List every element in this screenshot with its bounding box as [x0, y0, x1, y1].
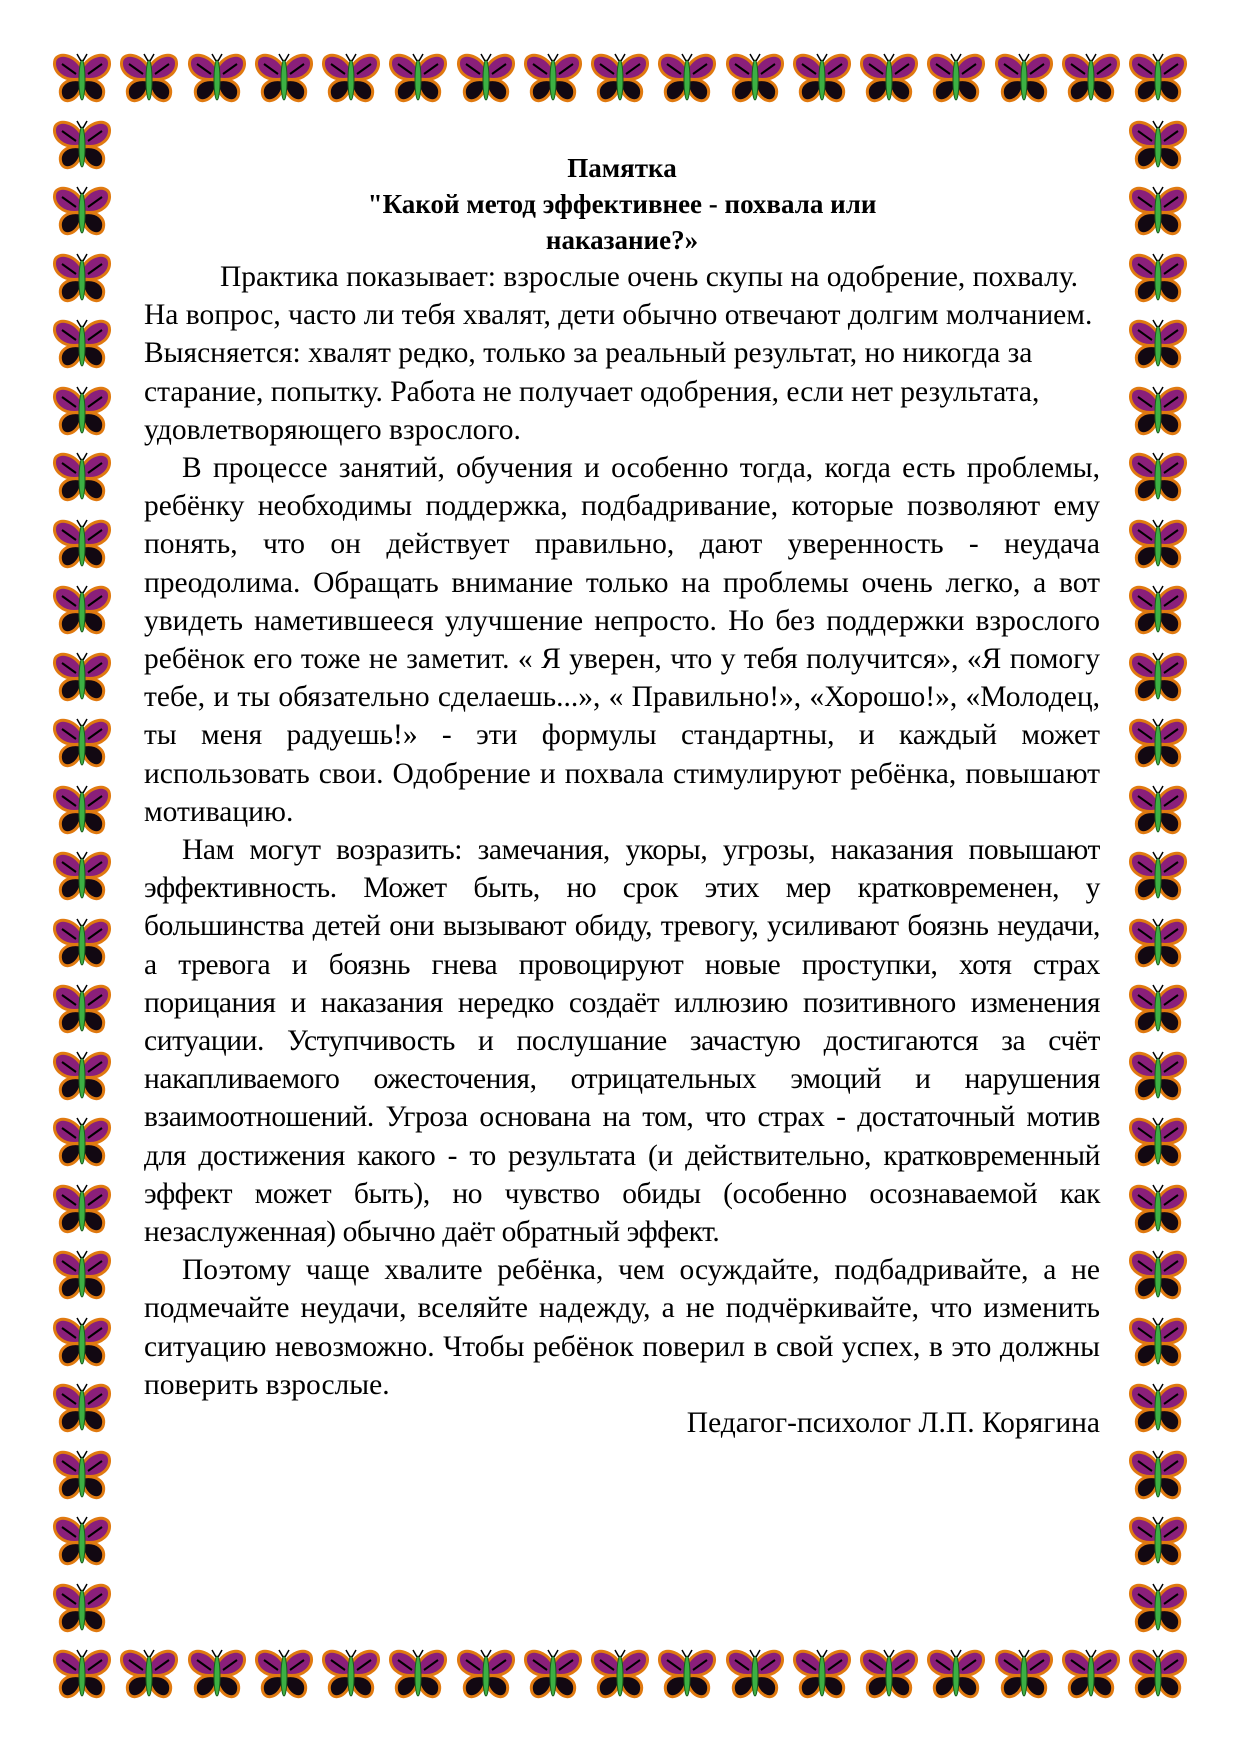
butterfly-icon	[52, 185, 112, 239]
memo-document	[144, 150, 1100, 1442]
title-line-3: наказание?»	[545, 225, 699, 255]
butterfly-icon	[52, 1183, 112, 1237]
butterfly-icon	[52, 318, 112, 372]
butterfly-icon	[1128, 1449, 1188, 1503]
butterfly-icon	[859, 1648, 919, 1702]
butterfly-icon	[1061, 1648, 1121, 1702]
butterfly-icon	[321, 52, 381, 106]
butterfly-icon	[187, 52, 247, 106]
butterfly-icon	[52, 119, 112, 173]
butterfly-icon	[1128, 518, 1188, 572]
butterfly-icon	[52, 983, 112, 1037]
butterfly-icon	[52, 584, 112, 638]
title-line-1: Памятка	[567, 153, 677, 183]
butterfly-icon	[590, 1648, 650, 1702]
butterfly-icon	[926, 52, 986, 106]
butterfly-icon	[1128, 917, 1188, 971]
butterfly-icon	[1128, 1183, 1188, 1237]
butterfly-icon	[1061, 52, 1121, 106]
butterfly-icon	[1128, 1582, 1188, 1636]
butterfly-icon	[52, 451, 112, 505]
butterfly-icon	[657, 1648, 717, 1702]
butterfly-icon	[388, 1648, 448, 1702]
butterfly-icon	[657, 52, 717, 106]
butterfly-icon	[1128, 1316, 1188, 1370]
butterfly-icon	[1128, 1648, 1188, 1702]
butterfly-icon	[119, 1648, 179, 1702]
butterfly-icon	[1128, 1382, 1188, 1436]
butterfly-icon	[994, 52, 1054, 106]
butterfly-icon	[1128, 784, 1188, 838]
butterfly-icon	[994, 1648, 1054, 1702]
butterfly-icon	[523, 52, 583, 106]
butterfly-icon	[1128, 850, 1188, 904]
butterfly-icon	[388, 52, 448, 106]
butterfly-icon	[52, 1249, 112, 1303]
butterfly-icon	[52, 1116, 112, 1170]
butterfly-icon	[1128, 318, 1188, 372]
butterfly-icon	[119, 52, 179, 106]
butterfly-icon	[590, 52, 650, 106]
butterfly-icon	[1128, 52, 1188, 106]
title-line-2: "Какой метод эффективнее - похвала или	[367, 189, 877, 219]
butterfly-icon	[1128, 1515, 1188, 1569]
butterfly-icon	[52, 1316, 112, 1370]
butterfly-icon	[1128, 983, 1188, 1037]
butterfly-icon	[1128, 1050, 1188, 1104]
butterfly-icon	[187, 1648, 247, 1702]
butterfly-icon	[52, 651, 112, 705]
butterfly-icon	[52, 52, 112, 106]
butterfly-icon	[523, 1648, 583, 1702]
butterfly-icon	[52, 1515, 112, 1569]
butterfly-icon	[52, 717, 112, 771]
butterfly-icon	[456, 52, 516, 106]
butterfly-icon	[1128, 1116, 1188, 1170]
butterfly-icon	[52, 850, 112, 904]
butterfly-icon	[52, 385, 112, 439]
butterfly-icon	[52, 252, 112, 306]
butterfly-icon	[1128, 185, 1188, 239]
butterfly-icon	[52, 518, 112, 572]
butterfly-icon	[52, 1050, 112, 1104]
butterfly-icon	[1128, 451, 1188, 505]
butterfly-icon	[1128, 1249, 1188, 1303]
paragraph-1: Практика показывает: взрослые очень скупы на одобрение, похвалу. На вопрос, часто ли тебя хвалят, дети обычно отвечают долгим молчанием. Выясняется: хвалят редко, только за реальный результат, но никогда за старание, попытку. Работа не получает одобрения, если нет результата, удовлетворяющего взрослого.	[144, 261, 1093, 446]
butterfly-icon	[859, 52, 919, 106]
butterfly-icon	[725, 1648, 785, 1702]
paragraph-2: В процессе занятий, обучения и особенно тогда, когда есть проблемы, ребёнку необходимы поддержка, подбадривание, которые позволяют ему понять, что он действует правильно, дают уверенность - неудача преодолима. Обращать внимание только на проблемы очень легко, а вот увидеть наметившееся улучшение непросто. Но без поддержки взрослого ребёнок его тоже не заметит. « Я уверен, что у тебя получится», «Я помогу тебе, и ты обязательно сделаешь...», « Правильно!», «Хорошо!», «Молодец, ты меня радуешь!» - эти формулы стандартны, и каждый может использовать свои. Одобрение и похвала стимулируют ребёнка, повышают мотивацию.	[144, 452, 1100, 828]
memo-title	[144, 150, 1100, 258]
paragraph-4: Поэтому чаще хвалите ребёнка, чем осуждайте, подбадривайте, а не подмечайте неудачи, вселяйте надежду, а не подчёркивайте, что изменить ситуацию невозможно. Чтобы ребёнок поверил в свой успех, в это должны поверить взрослые.	[144, 1254, 1100, 1401]
butterfly-icon	[1128, 651, 1188, 705]
butterfly-icon	[792, 1648, 852, 1702]
butterfly-icon	[1128, 584, 1188, 638]
butterfly-icon	[926, 1648, 986, 1702]
author-signature: Педагог-психолог Л.П. Корягина	[686, 1407, 1100, 1440]
butterfly-icon	[52, 1582, 112, 1636]
butterfly-icon	[1128, 119, 1188, 173]
butterfly-icon	[52, 1449, 112, 1503]
butterfly-icon	[52, 1648, 112, 1702]
butterfly-icon	[1128, 385, 1188, 439]
butterfly-icon	[725, 52, 785, 106]
butterfly-icon	[254, 52, 314, 106]
butterfly-icon	[1128, 717, 1188, 771]
butterfly-icon	[456, 1648, 516, 1702]
butterfly-icon	[52, 917, 112, 971]
butterfly-icon	[52, 784, 112, 838]
butterfly-icon	[254, 1648, 314, 1702]
butterfly-icon	[321, 1648, 381, 1702]
butterfly-icon	[1128, 252, 1188, 306]
butterfly-icon	[792, 52, 852, 106]
paragraph-3: Нам могут возразить: замечания, укоры, угрозы, наказания повышают эффективность. Может быть, но срок этих мер кратковременен, у большинства детей они вызывают обиду, тревогу, усиливают боязнь неудачи, а тревога и боязнь гнева провоцируют новые проступки, хотя страх порицания и наказания нередко создаёт иллюзию позитивного изменения ситуации. Уступчивость и послушание зачастую достигаются за счёт накапливаемого ожесточения, отрицательных эмоций и нарушения взаимоотношений. Угроза основана на том, что страх - достаточный мотив для достижения какого - то результата (и действительно, кратковременный эффект может быть), но чувство обиды (особенно осознаваемой как незаслуженная) обычно даёт обратный эффект.	[144, 834, 1100, 1249]
butterfly-icon	[52, 1382, 112, 1436]
